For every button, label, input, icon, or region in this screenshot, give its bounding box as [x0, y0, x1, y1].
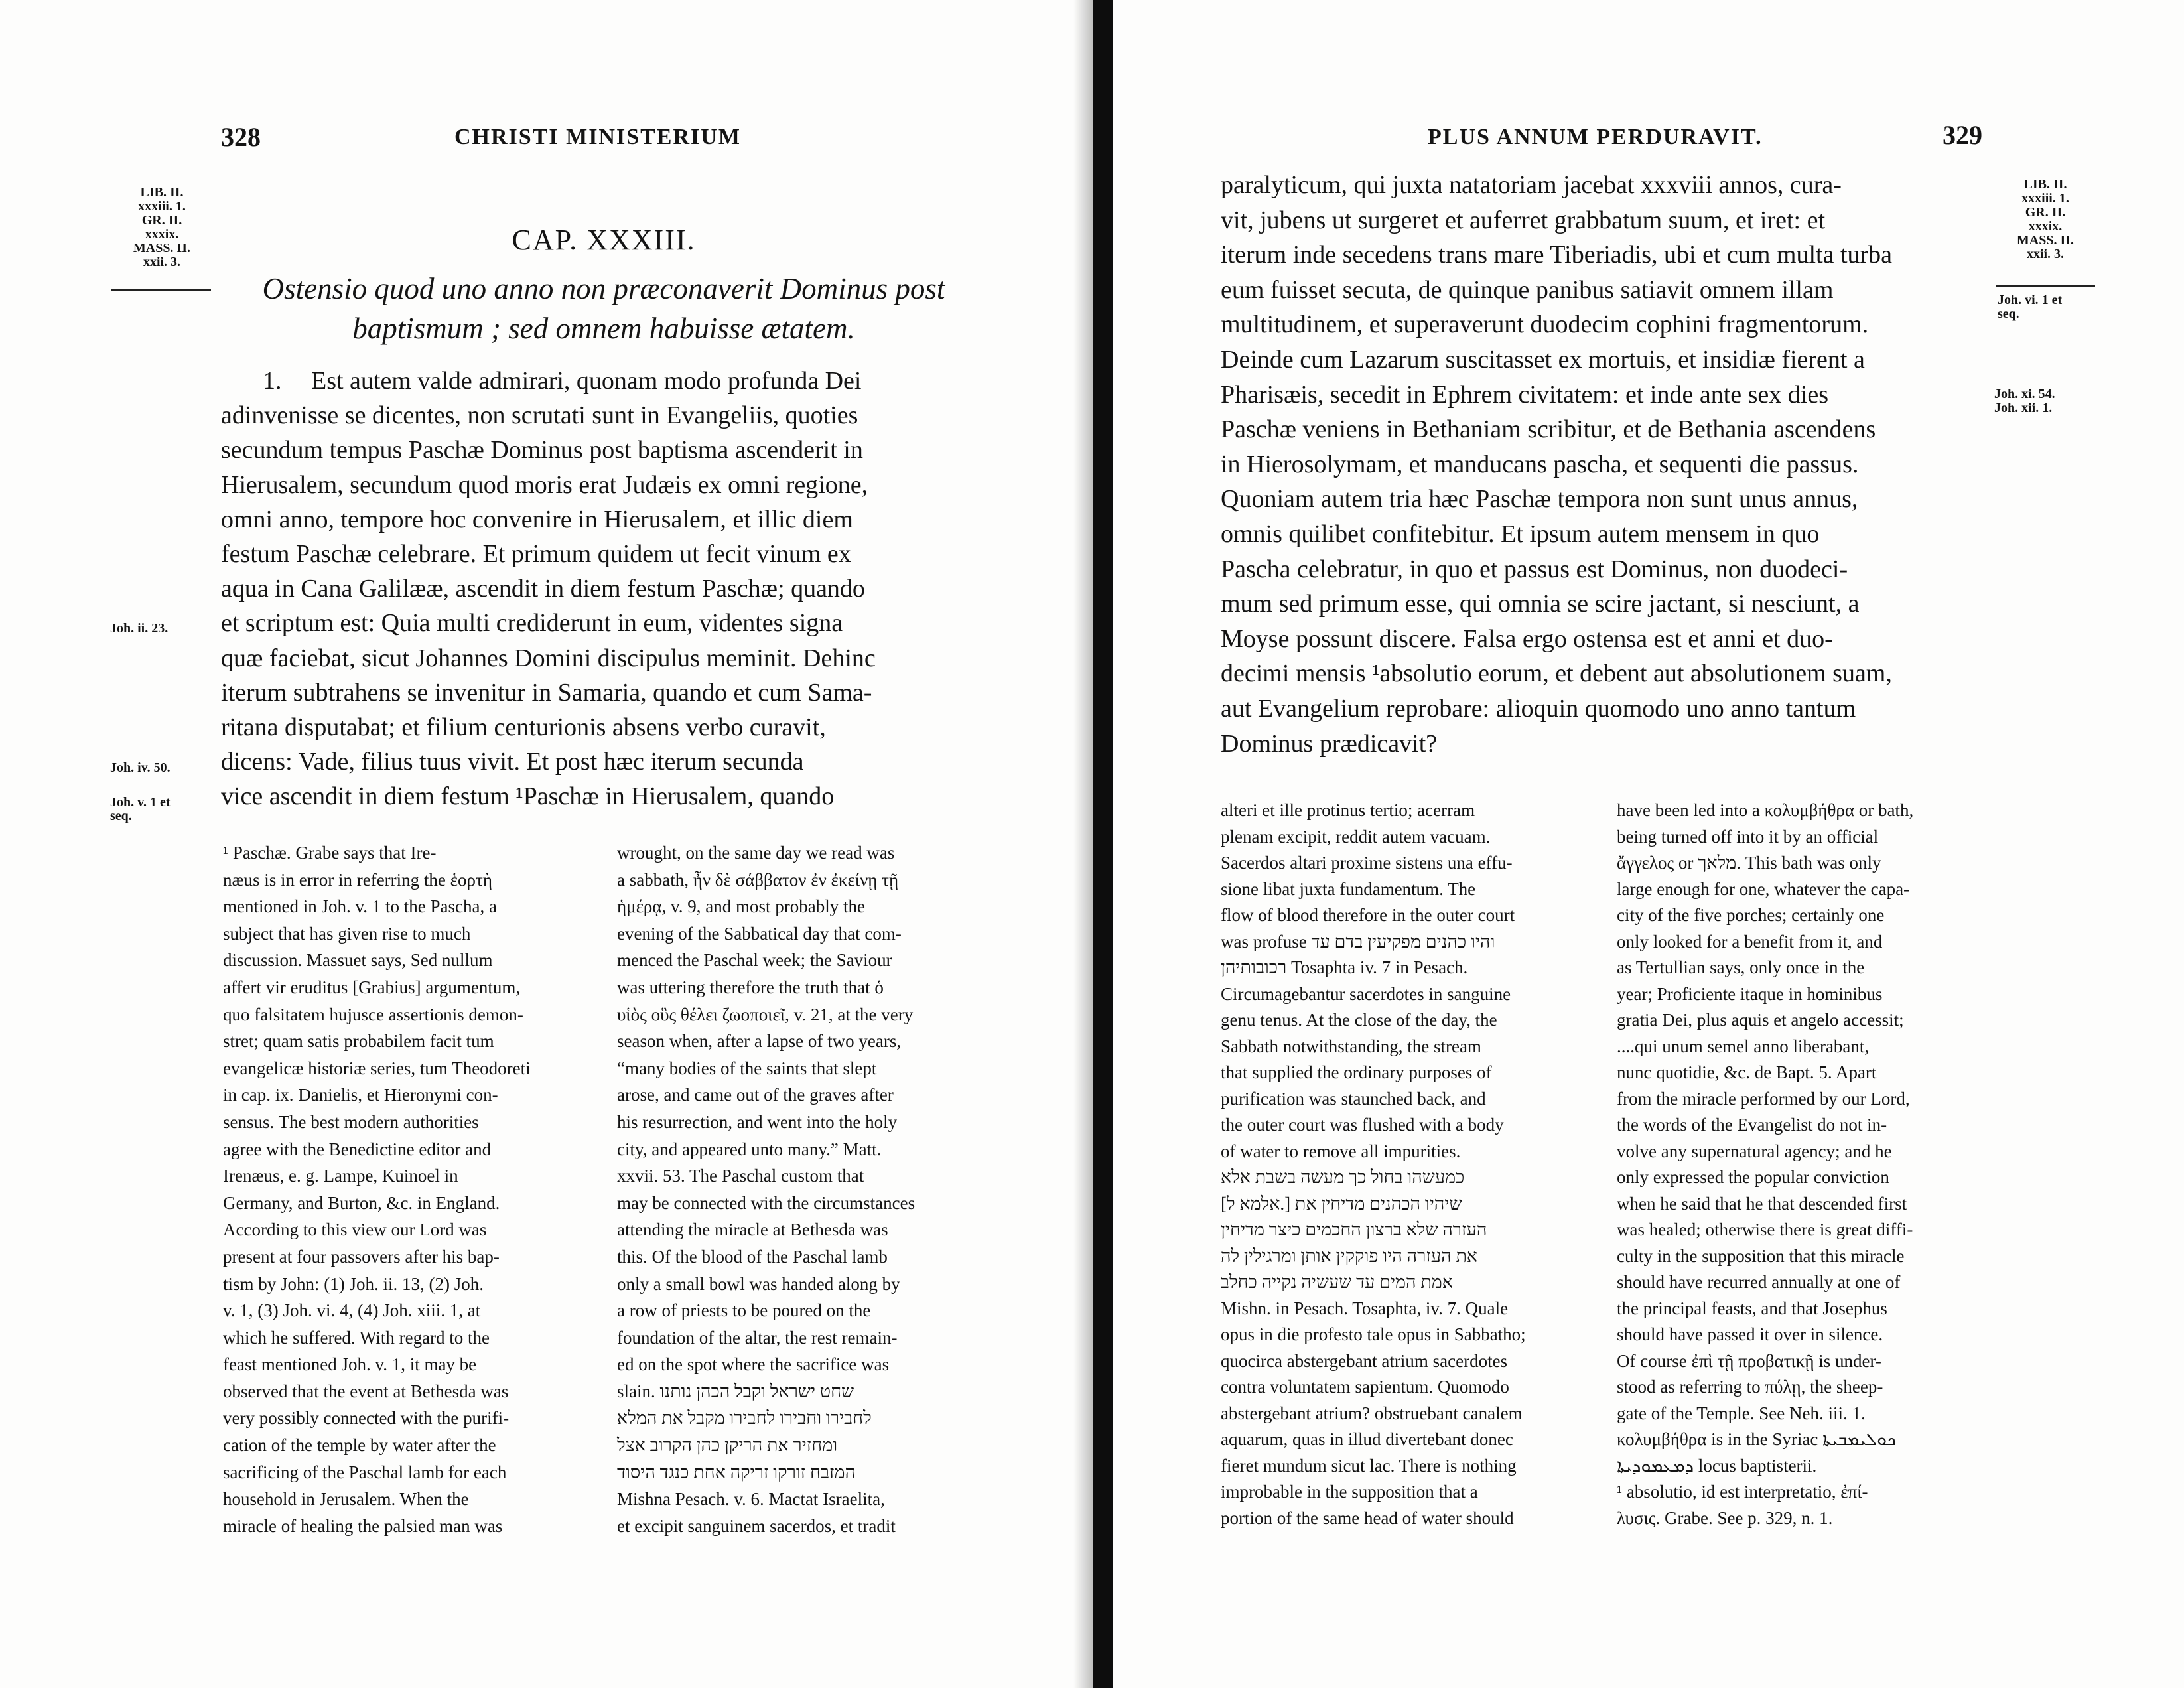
- main-text-right: paralyticum, qui juxta natatoriam jacebat xxxviii annos, cura- vit, jubens ut surgeret et auferret grabbatum suum, et iret: et iterum inde secedens trans mare Tiberiadis, ubi et cum multa turba eum fuisset secuta, de quinque panibus satiavit omnem illam multitudinem, et superaverunt duodecim cophini fragmentorum. Deinde cum Lazarum suscitasset ex mortuis, et insidiæ fierent a Pharisæis, secedit in Ephrem civitatem: et inde ante sex dies Paschæ veniens in Bethaniam scribitur, et de Bethania ascendens in Hierosolymam, et manducans pascha, et sequenti die passus. Quoniam autem tria hæc Paschæ tempora non sunt unus annus, omnis quilibet confitebitur. Et ipsum autem mensem in quo Pascha celebratur, in quo et passus est Dominus, non duodeci- mum sed primum esse, qui omnia se scire jactant, si nesciunt, a Moyse possunt discere. Falsa ergo ostensa est et anni et duo- decimi mensis ¹absolutio eorum, et debent aut absolutionem suam, aut Evangelium reprobare: alioquin quomodo uno anno tantum Dominus prædicavit?: [1221, 171, 1893, 758]
- paragraph-number: 1.: [263, 367, 282, 395]
- footnote-column-2-right: have been led into a κολυμβήθρα or bath, being turned off into it by an official ἄγγελος or מלאך. This bath was only large enough for one, whatever the capa- city of the five porches; certainly one only looked for a benefit from it, and as Tertullian says, only once in the year; Proficiente itaque in hominibus gratia Dei, plus aquis et angelo accessit; ....qui unum semel anno liberabant, nunc quotidie, &c. de Bapt. 5. Apart from the miracle performed by our Lord, the words of the Evangelist do not in- volve any supernatural agency; and he only expressed the popular conviction when he said that he that descended first was healed; otherwise there is great diffi- culty in the supposition that this miracle should have recurred annually at one of the principal feasts, and that Josephus should have passed it over in silence. Of course ἐπὶ τῇ προβατικῇ is under- stood as referring to πύλῃ, the sheep- gate of the Temple. See Neh. iii. 1. κολυμβήθρα is in the Syriac ܟܘܠܝܡܒܝܬܐ ܕܡܥܡܘܕܝܬܐ locus baptisterii. ¹ absolutio, id est interpretatio, ἐπί- λυσις. Grabe. See p. 329, n. 1.: [1617, 800, 1914, 1528]
- footnote-column-1-left: ¹ Paschæ. Grabe says that Ire- næus is in error in referring the ἑορτὴ mentioned in Joh. v. 1 to the Pascha, a subject that has given rise to much discussion. Massuet says, Sed nullum affert vir eruditus [Grabius] argumentum, quo falsitatem hujusce assertionis demon- stret; quam satis probabilem facit tum evangelicæ historiæ series, tum Theodoreti in cap. ix. Danielis, et Hieronymi con- sensus. The best modern authorities agree with the Benedictine editor and Irenæus, e. g. Lampe, Kuinoel in Germany, and Burton, &c. in England. According to this view our Lord was present at four passovers after his bap- tism by John: (1) Joh. ii. 13, (2) Joh. v. 1, (3) Joh. vi. 4, (4) Joh. xiii. 1, at which he suffered. With regard to the feast mentioned Joh. v. 1, it may be observed that the event at Bethesda was very possibly connected with the purifi- cation of the temple by water after the sacrificing of the Paschal lamb for each household in Jerusalem. When the miracle of healing the palsied man was: [223, 843, 531, 1536]
- margin-rule-left: [111, 289, 211, 291]
- chapter-title: CAP. XXXIII.: [512, 224, 696, 256]
- margin-reference-joh-vi-1: Joh. vi. 1 et seq.: [1998, 293, 2063, 321]
- chapter-subtitle: [219, 269, 989, 348]
- page-number-right: 329: [1943, 120, 1982, 150]
- margin-reference-joh-ii-23: Joh. ii. 23.: [110, 621, 169, 636]
- running-head-right: PLUS ANNUM PERDURAVIT.: [1428, 125, 1763, 149]
- margin-reference-joh-xi-54: Joh. xi. 54. Joh. xii. 1.: [1994, 387, 2055, 415]
- main-text-left: Est autem valde admirari, quonam modo profunda Dei adinvenisse se dicentes, non scrutati sunt in Evangeliis, quoties secundum tempus Paschæ Dominus post baptisma ascenderit in Hierusalem, secundum quod moris erat Judæis ex omni regione, omni anno, tempore hoc convenire in Hierusalem, et illic diem festum Paschæ celebrare. Et primum quidem ut fecit vinum ex aqua in Cana Galilææ, ascendit in diem festum Paschæ; quando et scriptum est: Quia multi crediderunt in eum, videntes signa quæ faciebat, sicut Johannes Domini discipulus meminit. Dehinc iterum subtrahens se invenitur in Samaria, quando et cum Sama- ritana disputabat; et filium centurionis absens verbo curavit, dicens: Vade, filius tuus vivit. Et post hæc iterum secunda vice ascendit in diem festum ¹Paschæ in Hierusalem, quando: [221, 367, 876, 811]
- book-gutter: [1093, 0, 1113, 1688]
- margin-reference-top-right: LIB. II. xxxiii. 1. GR. II. xxxix. MASS. II. xxii. 3.: [2016, 177, 2075, 261]
- subtitle-line-1: Ostensio quod uno anno non præconaverit Dominus post: [262, 272, 945, 305]
- margin-rule-right: [1996, 285, 2095, 287]
- footnote-column-2-left: wrought, on the same day we read was a sabbath, ἦν δὲ σάββατον ἐν ἐκείνῃ τῇ ἡμέρᾳ, v. 9, and most probably the evening of the Sabbatical day that com- menced the Paschal week; the Saviour was uttering therefore the truth that ὁ υἱὸς οὓς θέλει ζωοποιεῖ, v. 21, at the very season when, after a lapse of two years, “many bodies of the saints that slept arose, and came out of the graves after his resurrection, and went into the holy city, and appeared unto many.” Matt. xxvii. 53. The Paschal custom that may be connected with the circumstances attending the miracle at Bethesda was this. Of the blood of the Paschal lamb only a small bowl was handed along by a row of priests to be poured on the foundation of the altar, the rest remain- ed on the spot where the sacrifice was slain. שחט ישראל וקבל הכהן נותנו לחבירו וחבירו לחבירו מקבל את המלא ומחזיר את הריקן כהן הקרוב אצל המזבח זורקו זריקה אחת כנגד היסוד Mishna Pesach. v. 6. Mactat Israelita, et excipit sanguinem sacerdos, et tradit: [617, 843, 916, 1536]
- subtitle-line-2: baptismum ; sed omnem habuisse ætatem.: [352, 312, 855, 345]
- margin-reference-top-left: LIB. II. xxxiii. 1. GR. II. xxxix. MASS. II. xxii. 3.: [133, 185, 191, 269]
- margin-reference-joh-iv-50: Joh. iv. 50.: [110, 760, 171, 775]
- right-page: [1113, 0, 2184, 1688]
- gutter-shadow: [1073, 0, 1093, 1688]
- running-head-left: CHRISTI MINISTERIUM: [454, 125, 741, 149]
- footnote-column-1-right: alteri et ille protinus tertio; acerram plenam excipit, reddit autem vacuam. Sacerdos altari proxime sistens una effu- sione libat juxta fundamentum. The flow of blood therefore in the outer court was profuse והיו כהנים מפקיעין בדם עד רכובותיהן Tosaphta iv. 7 in Pesach. Circumagebantur sacerdotes in sanguine genu tenus. At the close of the day, the Sabbath notwithstanding, the stream that supplied the ordinary purposes of purification was staunched back, and the outer court was flushed with a body of water to remove all impurities. כמעשהו בחול כך מעשה בשבת אלא [אלמא ל.] שיהיו הכהנים מדיחין את העזרה שלא ברצון החכמים כיצר מדיחין את העזרה היו פוקקין אותן ומרגילין לה אמת המים עד שעשיה נקייה כחלב Mishn. in Pesach. Tosaphta, iv. 7. Quale opus in die profesto tale opus in Sabbatho; quocirca abstergebant atrium sacerdotes contra voluntatem sapientum. Quomodo abstergebant atrium? obstruebant canalem aquarum, quas in illud divertebant donec fieret mundum sicut lac. There is nothing improbable in the supposition that a portion of the same head of water should: [1221, 800, 1526, 1528]
- margin-reference-joh-v-1: Joh. v. 1 et seq.: [110, 795, 171, 823]
- page-number-left: 328: [221, 122, 261, 152]
